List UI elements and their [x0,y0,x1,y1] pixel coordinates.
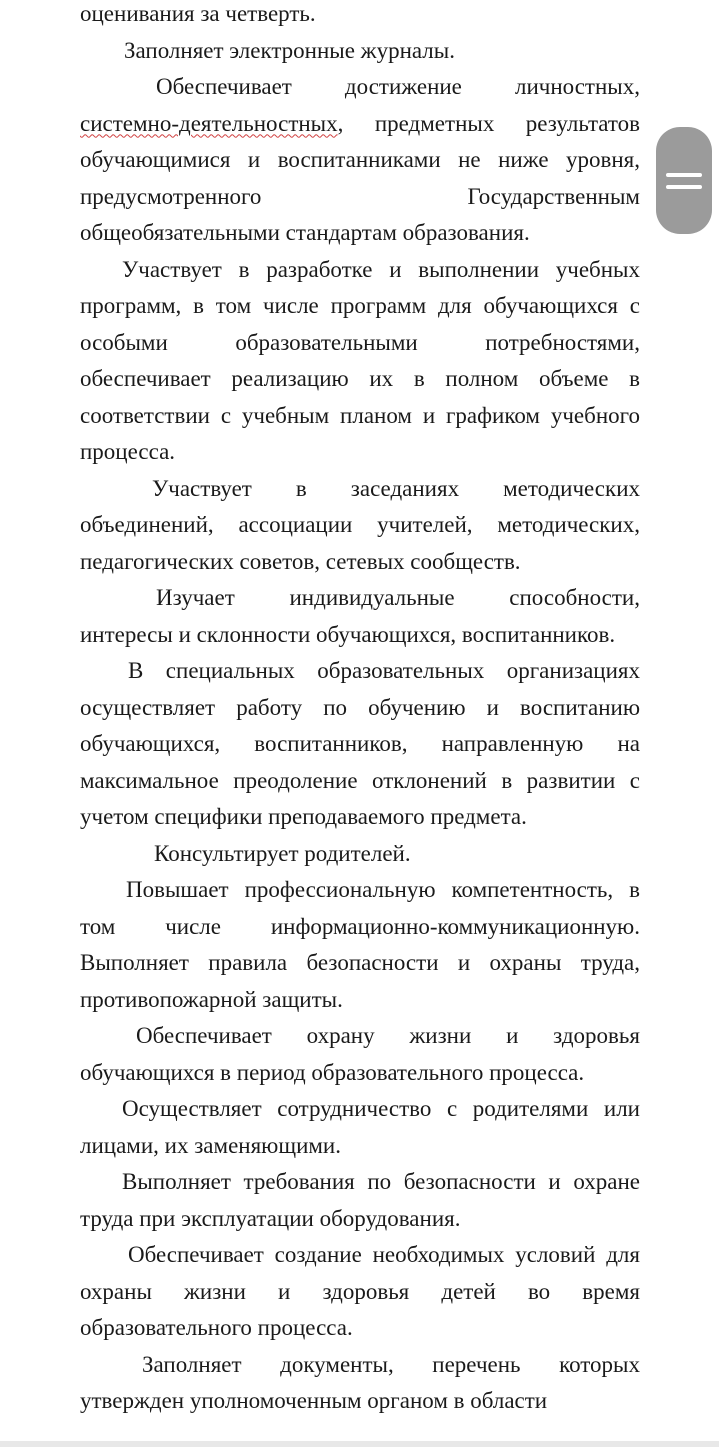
paragraph: Обеспечивает охрану жизни и здоровья обучающихся в период образовательного процесса. [80,1023,640,1085]
document-body[interactable] [80,0,640,1420]
paragraph: Повышает профессиональную компетентность, в том числе информационно-коммуникационную. Выполняет правила безопасности и охраны труда, противопожарной защиты. [80,877,640,1012]
paragraph: Заполняет электронные журналы. [124,37,455,63]
paragraph: Участвует в разработке и выполнении учебных программ, в том числе программ для обучающихся с особыми образовательными потребностями, обеспечивает реализацию их в полном объеме в соответствии с учебным планом и графиком учебного процесса. [80,256,640,464]
paragraph: оценивания за четверть. [80,1,316,26]
paragraph [80,69,640,252]
bottom-edge [0,1441,719,1447]
spellcheck-flagged-word[interactable]: системно-деятельностных [80,110,338,136]
drag-handle-icon [666,185,702,189]
drag-handle-icon [666,173,702,177]
paragraph: Осуществляет сотрудничество с родителями или лицами, их заменяющими. [80,1096,640,1158]
paragraph: Консультирует родителей. [154,840,411,866]
paragraph: В специальных образовательных организациях осуществляет работу по обучению и воспитанию обучающихся, воспитанников, направленную на максимальное преодоление отклонений в развитии с учетом специфики преподаваемого предмета. [80,658,640,829]
paragraph: Выполняет требования по безопасности и охране труда при эксплуатации оборудования. [80,1169,640,1231]
paragraph: Заполняет документы, перечень которых утвержден уполномоченным органом в области [80,1351,640,1413]
scroll-handle[interactable] [656,127,712,234]
paragraph-text: , предметных результатов обучающимися и воспитанниками не ниже уровня, предусмотренного Государственным общеобязательными стандартам образования. [80,110,640,245]
paragraph: Участвует в заседаниях методических объединений, ассоциации учителей, методических, педагогических советов, сетевых сообществ. [80,475,640,574]
paragraph-text: Обеспечивает достижение личностных, [156,74,640,99]
paragraph: Обеспечивает создание необходимых условий для охраны жизни и здоровья детей во время образовательного процесса. [80,1242,640,1340]
paragraph: Изучает индивидуальные способности, интересы и склонности обучающихся, воспитанников. [80,585,640,647]
